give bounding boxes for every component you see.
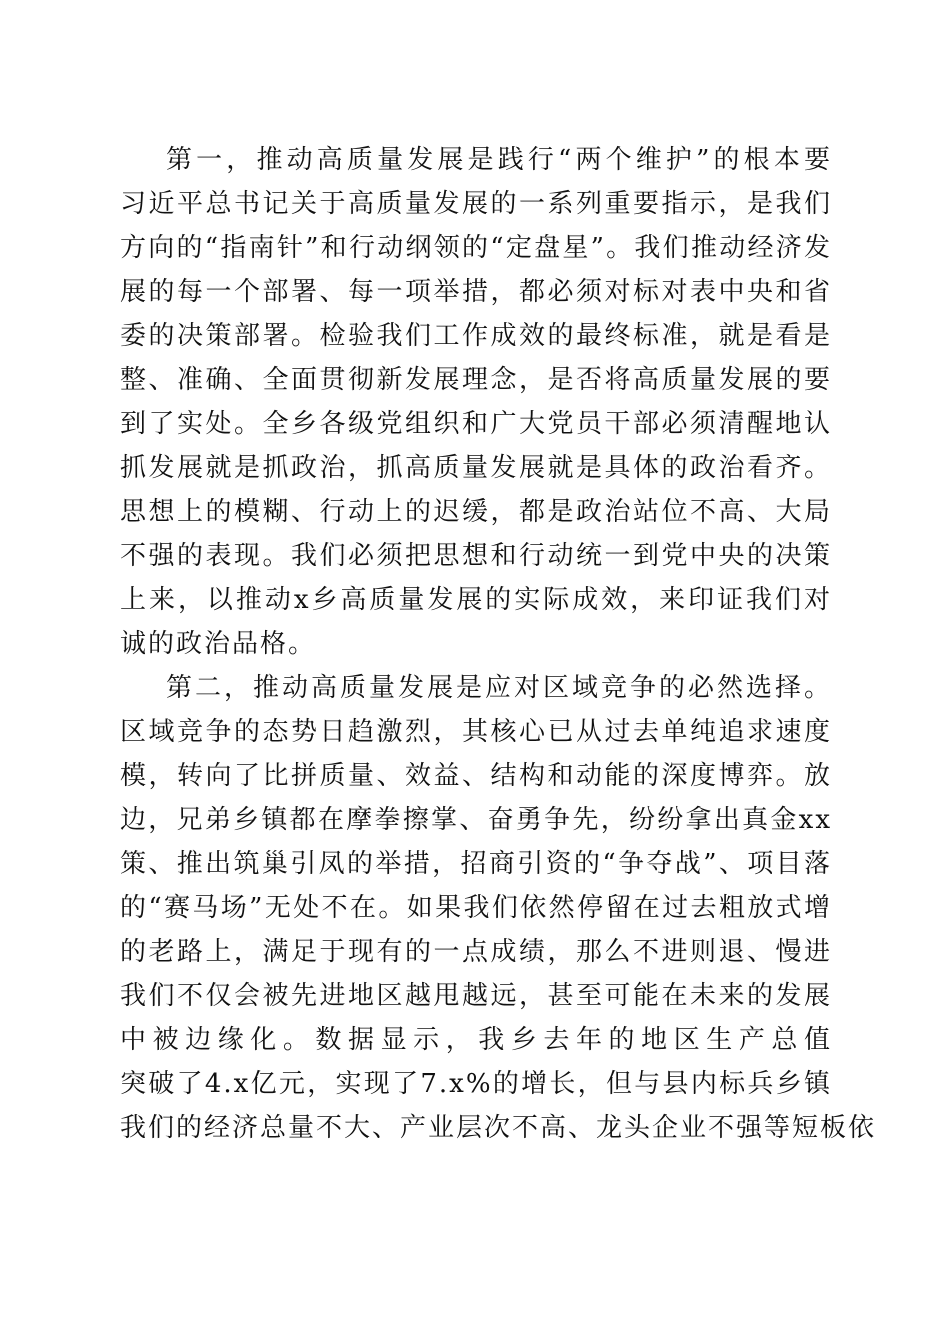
document-page (120, 138, 877, 1150)
text-line: 我们的经济总量不大、产业层次不高、龙头企业不强等短板依 (120, 1113, 877, 1143)
text-line: 诚的政治品格。 (120, 629, 317, 659)
text-line: 上来，以推动x乡高质量发展的实际成效，来印证我们对 (120, 585, 832, 615)
text-line: 委的决策部署。检验我们工作成效的最终标准，就是看是 (120, 321, 832, 351)
text-line: 方向的“指南针”和行动纲领的“定盘星”。我们推动经济发 (120, 233, 832, 263)
text-line: 第二，推动高质量发展是应对区域竞争的必然选择。 (166, 673, 832, 703)
text-line: 思想上的模糊、行动上的迟缓，都是政治站位不高、大局 (120, 497, 832, 527)
text-line: 区域竞争的态势日趋激烈，其核心已从过去单纯追求速度 (120, 717, 832, 747)
text-line: 不强的表现。我们必须把思想和行动统一到党中央的决策 (120, 541, 832, 571)
paragraph-1 (120, 138, 832, 666)
text-line: 第一，推动高质量发展是践行“两个维护”的根本要 (166, 145, 832, 175)
text-line: 展的每一个部署、每一项举措，都必须对标对表中央和省 (120, 277, 832, 307)
text-line: 抓发展就是抓政治，抓高质量发展就是具体的政治看齐。 (120, 453, 832, 483)
paragraph-2 (120, 666, 877, 1150)
text-line: 整、准确、全面贯彻新发展理念，是否将高质量发展的要 (120, 365, 832, 395)
text-line: 突破了4.x亿元，实现了7.x%的增长，但与县内标兵乡镇 (120, 1069, 832, 1099)
text-line: 的“赛马场”无处不在。如果我们依然停留在过去粗放式增 (120, 893, 832, 923)
text-line: 边，兄弟乡镇都在摩拳擦掌、奋勇争先，纷纷拿出真金xx (120, 805, 832, 835)
text-line: 到了实处。全乡各级党组织和广大党员干部必须清醒地认 (120, 409, 832, 439)
text-line: 习近平总书记关于高质量发展的一系列重要指示，是我们 (120, 189, 832, 219)
text-line: 模，转向了比拼质量、效益、结构和动能的深度博弈。放 (120, 761, 832, 791)
text-line: 策、推出筑巢引凤的举措，招商引资的“争夺战”、项目落 (120, 849, 832, 879)
text-line: 我们不仅会被先进地区越甩越远，甚至可能在未来的发展 (120, 981, 832, 1011)
text-line: 中被边缘化。数据显示，我乡去年的地区生产总值 (120, 1025, 832, 1055)
text-line: 的老路上，满足于现有的一点成绩，那么不进则退、慢进 (120, 937, 832, 967)
